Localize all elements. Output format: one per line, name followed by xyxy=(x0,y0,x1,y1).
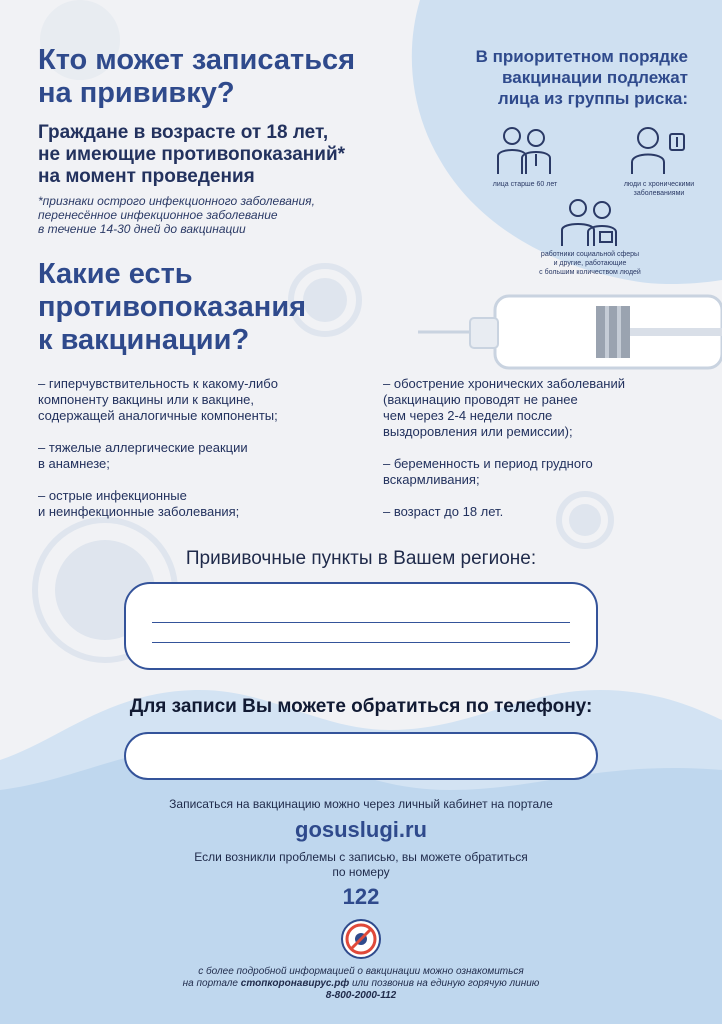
portal-link[interactable]: gosuslugi.ru xyxy=(295,817,427,842)
contra-left-list xyxy=(38,376,358,536)
points-title: Прививочные пункты в Вашем регионе: xyxy=(185,548,537,569)
phone-fill-box[interactable] xyxy=(124,732,598,780)
portal-text: Записаться на вакцинацию можно через личный кабинет на портале xyxy=(169,797,553,811)
list-item: – обострение хронических заболеваний (вакцинацию проводят не ранее чем через 2-4 недели после выздоровления или ремиссии); xyxy=(383,376,625,439)
problems-text: Если возникли проблемы с записью, вы можете обратиться по номеру xyxy=(194,850,528,879)
phone-title: Для записи Вы можете обратиться по телефону: xyxy=(129,696,593,717)
group-label-social: работники социальной сферы и другие, работающие с большим количеством людей xyxy=(539,251,641,276)
list-item: – беременность и период грудного вскармливания; xyxy=(383,456,593,487)
points-fill-box[interactable] xyxy=(124,582,598,670)
info-line-2 xyxy=(0,978,722,990)
info-site-link[interactable]: стопкоронавирус.рф xyxy=(240,978,350,989)
fill-line xyxy=(152,622,570,623)
info-suffix: или позвонив на единую горячую линию xyxy=(349,978,540,989)
list-item: – возраст до 18 лет. xyxy=(383,504,504,519)
eligibility-text: Граждане в возрасте от 18 лет, не имеющие противопоказаний* на момент проведения xyxy=(38,122,346,187)
group-label-elderly: лица старше 60 лет xyxy=(492,181,558,188)
list-item: – острые инфекционные и неинфекционные заболевания; xyxy=(38,488,240,519)
stop-coronavirus-logo-icon xyxy=(340,918,382,960)
list-item: – тяжелые аллергические реакции в анамнезе; xyxy=(38,440,248,471)
group-label-chronic: люди с хроническими заболеваниями xyxy=(623,181,695,197)
contra-title: Какие есть противопоказания к вакцинации? xyxy=(38,258,307,356)
hotline-number: 8-800-2000-112 xyxy=(325,990,397,1001)
contra-right-list xyxy=(383,376,703,536)
fill-line xyxy=(152,642,570,643)
elderly-couple-icon xyxy=(492,124,556,176)
social-workers-icon xyxy=(558,196,622,248)
info-prefix: на портале xyxy=(182,978,241,989)
syringe-illustration xyxy=(418,296,722,368)
info-line-1: с более подробной информацией о вакцинации можно ознакомиться xyxy=(198,966,524,977)
sick-person-icon xyxy=(626,124,690,176)
list-item: – гиперчувствительность к какому-либо компоненту вакцины или к вакцине, содержащей аналогичные компоненты; xyxy=(38,376,278,423)
footnote-text: *признаки острого инфекционного заболевания, перенесённое инфекционное заболевание в течение 14-30 дней до вакцинации xyxy=(38,194,315,236)
question-title: Кто может записаться на прививку? xyxy=(38,44,356,109)
support-number: 122 xyxy=(342,884,380,909)
priority-title: В приоритетном порядке вакцинации подлежат лица из группы риска: xyxy=(475,47,688,108)
